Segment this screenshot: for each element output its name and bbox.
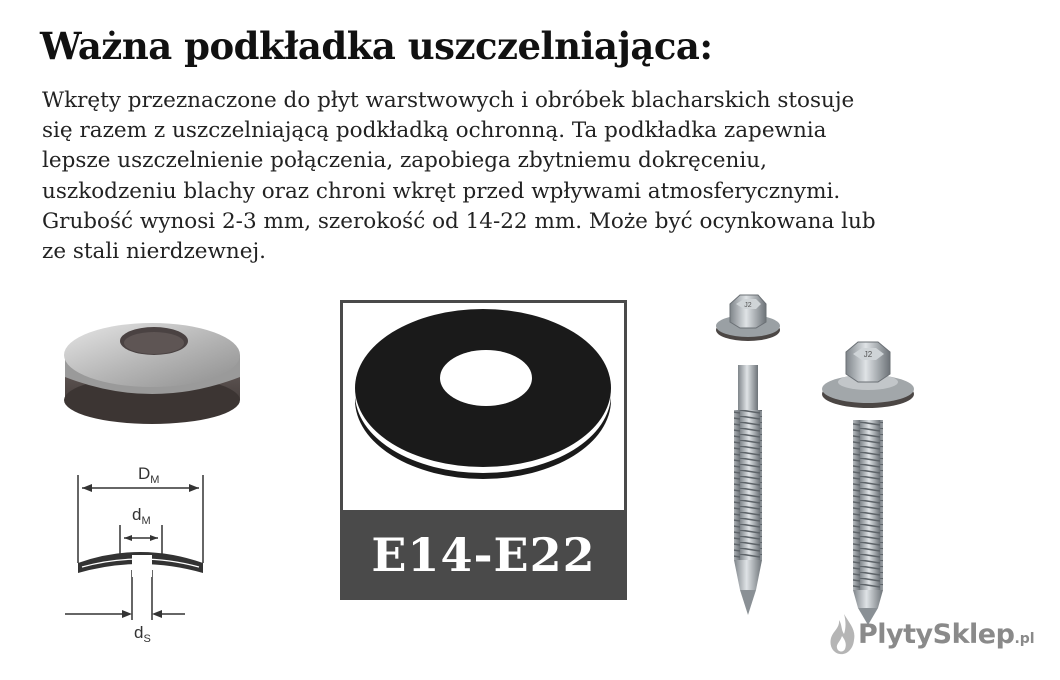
screws-photo [700,290,930,635]
long-screw [716,295,780,615]
description-line: lepsze uszczelnienie połączenia, zapobiega zbytniemu dokręceniu, [42,148,767,174]
brand-logo [828,612,1035,656]
flame-icon [828,612,858,656]
screw-head-marking: J2 [744,302,752,309]
washer-dimension-diagram [60,455,230,655]
inner-diameter-label: $d_M$ [132,505,151,527]
description [42,86,962,267]
washer-size-badge [340,300,627,600]
screw-diameter-label: $d_S$ [134,623,151,645]
page-title: Ważna podkładka uszczelniająca: [40,24,713,68]
description-line: ze stali nierdzewnej. [42,239,266,265]
badge-label: E14-E22 [371,528,596,582]
screw-head-marking: J2 [863,350,873,359]
outer-diameter-label: $D_M$ [138,464,160,486]
description-line: się razem z uszczelniającą podkładką ochronną. Ta podkładka zapewnia [42,118,827,144]
brand-domain: .pl [1014,631,1035,647]
description-line: Grubość wynosi 2-3 mm, szerokość od 14-22 mm. Może być ocynkowana lub [42,208,876,234]
short-screw [822,342,914,625]
washer-photo [60,315,250,435]
brand-name: PlytySklep [858,618,1015,650]
description-line: Wkręty przeznaczone do płyt warstwowych i obróbek blacharskich stosuje [42,88,855,113]
description-line: uszkodzeniu blachy oraz chroni wkręt przed wpływami atmosferycznymi. [42,178,841,204]
